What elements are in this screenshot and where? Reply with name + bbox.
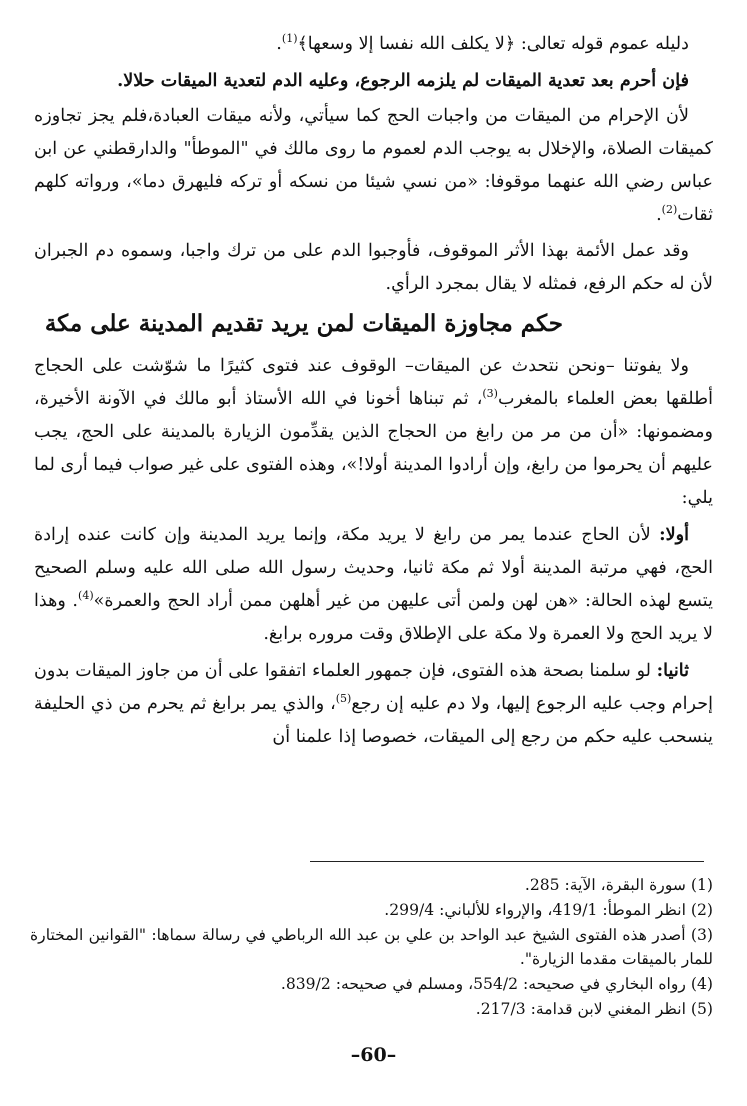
footnote-divider (310, 861, 704, 862)
footnote-ref-5: (5) (335, 692, 352, 706)
paragraph-5: ولا يفوتنا –ونحن نتحدث عن الميقات– الوقوف عند فتوى كثيرًا ما شوّشت على الحجاج أطلقها بعض العلماء بالمغرب$^{(3)}$، ثم تبناها أخونا في الله الأستاذ أبو مالك في الآونة الأخيرة، ومضمونها: «أن من مر من رابغ من الحجاج الذين يقدِّمون الزيارة بالمدينة على الحج، يجب عليهم أن يحرموا من رابغ، وإن أرادوا المدينة أولا!»، وهذه الفتوى على غير صواب فيما أرى لما يلي: (34, 356, 713, 508)
footnotes (30, 873, 713, 1022)
footnote-ref-1: (1) (281, 32, 298, 46)
footnote-2: (2) انظر الموطأ: 419/1، والإرواء للألباني: 299/4. (384, 901, 713, 919)
footnote-3: (3) أصدر هذه الفتوى الشيخ عبد الواحد بن علي بن عبد الله الرباطي في رسالة سماها: "القوانين المختارة للمار بالميقات مقدما الزيارة". (30, 926, 713, 968)
footnote-1: (1) سورة البقرة، الآية: 285. (524, 876, 713, 894)
point-label-first: أولا: (659, 524, 689, 545)
footnote-ref-4: (4) (78, 589, 94, 603)
section-heading: حكم مجاوزة الميقات لمن يريد تقديم المدينة على مكة (44, 310, 563, 337)
footnote-ref-3: (3) (482, 387, 498, 401)
paragraph-4: وقد عمل الأئمة بهذا الأثر الموقوف، فأوجبوا الدم على من ترك واجبا، وسموه دم الجبران لأن له حكم الرفع، فمثله لا يقال بمجرد الرأي. (34, 241, 713, 294)
footnote-5: (5) انظر المغني لابن قدامة: 217/3. (475, 1000, 713, 1018)
paragraph-2-rule: فإن أحرم بعد تعدية الميقات لم يلزمه الرجوع، وعليه الدم لتعدية الميقات حلالا. (117, 70, 689, 91)
footnote-4: (4) رواه البخاري في صحيحه: 554/2، ومسلم في صحيحه: 839/2. (280, 975, 713, 993)
paragraph-6: أولا: لأن الحاج عندما يمر من رابغ لا يريد مكة، وإنما يريد المدينة وإن كانت عنده إرادة الحج، فهي مرتبة المدينة أولا ثم مكة ثانيا، وحديث رسول الله صلى الله عليه وسلم الصحيح يتسع لهذه الحالة: «هن لهن ولمن أتى عليهن من غير أهلهن ممن أراد الحج والعمرة»$^{(4)}$. وهذا لا يريد الحج ولا العمرة ولا مكة على الإطلاق وقت مروره برابغ. (34, 524, 713, 644)
paragraph-3: لأن الإحرام من الميقات من واجبات الحج كما سيأتي، ولأنه ميقات العبادة،فلم يجز تجاوزه كميقات الصلاة، والإخلال به يوجب الدم لعموم ما روى مالك في "الموطأ" والدارقطني عن ابن عباس رضي الله عنهما موقوفا: «من نسي شيئا من نسكه أو تركه فليهرق دما»، ورواته كلهم ثقات$^{(2)}$. (34, 106, 713, 225)
main-text (34, 28, 713, 754)
page-number: –60– (350, 1044, 397, 1066)
footnote-ref-2: (2) (661, 203, 678, 217)
point-label-second: ثانيا: (656, 660, 689, 681)
paragraph-1: دليله عموم قوله تعالى: ﴿لا يكلف الله نفسا إلا وسعها﴾$^{(1)}$. (276, 32, 689, 54)
paragraph-7: ثانيا: لو سلمنا بصحة هذه الفتوى، فإن جمهور العلماء اتفقوا على أن من جاوز الميقات بدون إحرام وجب عليه الرجوع إليها، ولا دم عليه إن رجع$^{(5)}$، والذي يمر برابغ ثم يحرم من ذي الحليفة ينسحب عليه حكم من رجع إلى الميقات، خصوصا إذا علمنا أن (34, 660, 713, 747)
